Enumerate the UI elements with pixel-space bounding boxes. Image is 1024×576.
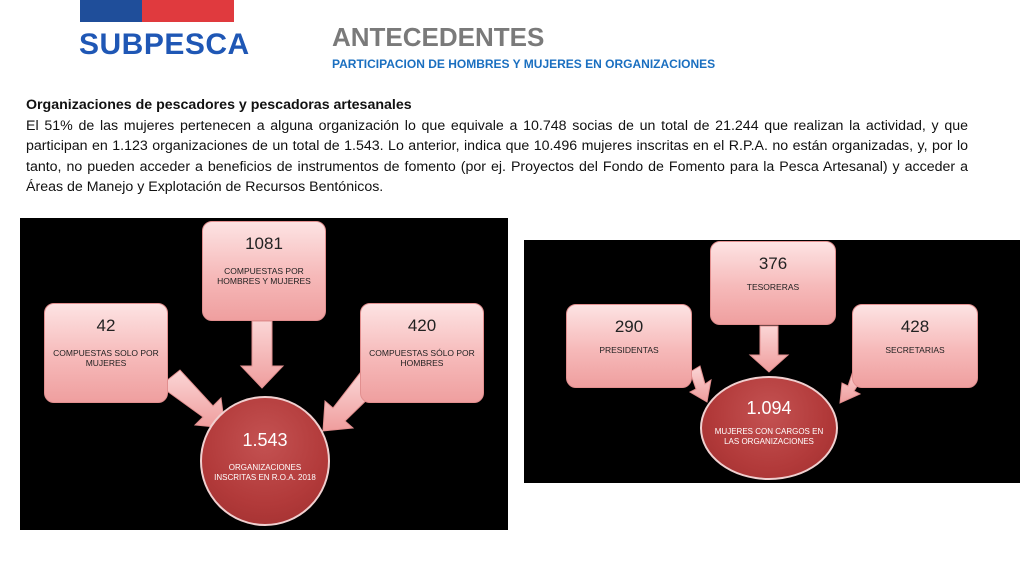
organizations-diagram: [20, 218, 508, 530]
body-heading: Organizaciones de pescadores y pescadoras artesanales: [26, 97, 412, 113]
page-subtitle: PARTICIPACION DE HOMBRES Y MUJERES EN ORGANIZACIONES: [332, 57, 716, 71]
arrow-down: [241, 321, 283, 388]
circle-roles-value: 1.094: [746, 398, 792, 418]
box-secretaries: [852, 304, 978, 388]
circle-total-value: 1.543: [242, 430, 288, 450]
box-presidents-value: 290: [614, 317, 644, 336]
body-text: [26, 95, 968, 198]
circle-women-with-roles: [700, 376, 838, 480]
women-roles-diagram: [524, 240, 1020, 483]
subpesca-logo: SUBPESCA: [79, 28, 250, 61]
box-mixed-value: 1081: [245, 234, 283, 253]
circle-total-organizations: [200, 396, 330, 526]
box-presidents-label: PRESIDENTAS: [599, 345, 659, 355]
box-mixed: [202, 221, 326, 321]
page-title: ANTECEDENTES: [332, 22, 545, 52]
circle-roles-label: MUJERES CON CARGOS EN LAS ORGANIZACIONES: [714, 427, 824, 446]
body-paragraph: El 51% de las mujeres pertenecen a alguna organización lo que equivale a 10.748 socias de un total de 21.244 que realizan la actividad, y que participan en 1.123 organizaciones de un total de 1.543. Lo anterior, indica que 10.496 mujeres inscritas en el R.P.A. no están organizadas, y, por lo tanto, no pueden acceder a beneficios de instrumentos de fomento (por ej. Proyectos del Fondo de Fomento para la Pesca Artesanal) y acceder a Áreas de Manejo y Explotación de Recursos Bentónicos.: [26, 117, 968, 195]
logo-flag-blue: [80, 0, 142, 22]
box-treasurers-value: 376: [758, 254, 788, 273]
circle-total-label: ORGANIZACIONES INSCRITAS EN R.O.A. 2018: [214, 463, 316, 482]
box-secretaries-value: 428: [900, 317, 930, 336]
box-presidents: [566, 304, 692, 388]
box-men-only-label: COMPUESTAS SÓLO POR HOMBRES: [369, 348, 475, 368]
box-mixed-label: COMPUESTAS POR HOMBRES Y MUJERES: [217, 266, 311, 286]
box-men-only: [360, 303, 484, 403]
box-women-only-value: 42: [96, 316, 116, 335]
box-treasurers-label: TESORERAS: [746, 282, 800, 292]
box-women-only: [44, 303, 168, 403]
arrow-left-diag-right: [690, 366, 711, 402]
logo-flag-red: [142, 0, 234, 22]
box-secretaries-label: SECRETARIAS: [885, 345, 945, 355]
box-women-only-label: COMPUESTAS SOLO POR MUJERES: [53, 348, 159, 368]
box-treasurers: [710, 241, 836, 325]
box-men-only-value: 420: [407, 316, 437, 335]
arrow-down-right: [750, 326, 788, 372]
